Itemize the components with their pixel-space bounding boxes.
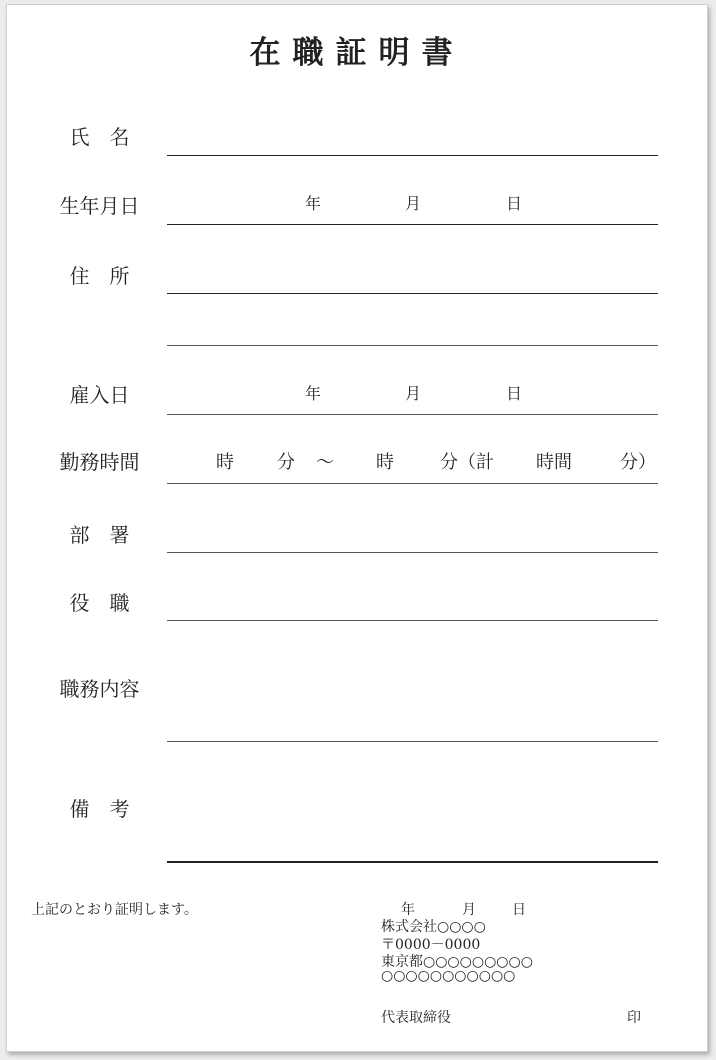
seal-mark: 印 [627,1010,641,1026]
address-line-2 [167,345,658,346]
label-department: 部署 [69,523,150,547]
label-birthdate: 生年月日 [59,194,140,218]
label-name: 氏名 [69,125,150,149]
birth-month-unit: 月 [405,194,422,213]
postal-code: 〒0000－0000 [381,937,481,953]
issue-month-unit: 月 [462,902,476,918]
department-line [167,552,658,553]
total-minutes-unit: 分） [620,452,656,473]
hire-date-line [167,414,658,415]
issue-year-unit: 年 [401,902,415,918]
job-description-line [167,741,658,742]
birth-day-unit: 日 [506,194,523,213]
certification-statement: 上記のとおり証明します。 [31,902,198,918]
address-line-1 [167,293,658,294]
total-label: （計 [458,452,494,473]
hire-year-unit: 年 [305,384,322,403]
working-hours-line [167,483,658,484]
hire-day-unit: 日 [506,384,523,403]
total-hours-unit: 時間 [536,452,572,473]
birth-year-unit: 年 [305,194,322,213]
remarks-line [167,861,658,863]
range-tilde: ～ [316,452,334,473]
start-hour-unit: 時 [216,452,234,473]
company-name: 株式会社○○○○ [381,919,486,935]
address-line-tokyo: 東京都○○○○○○○○○ [381,954,533,970]
label-position: 役職 [69,591,150,615]
label-job-description: 職務内容 [59,677,140,701]
hire-month-unit: 月 [405,384,422,403]
end-minute-unit: 分 [440,452,458,473]
issue-day-unit: 日 [512,902,526,918]
start-minute-unit: 分 [277,452,295,473]
certificate-sheet [6,4,708,1052]
label-working-hours: 勤務時間 [59,450,140,474]
label-hire-date: 雇入日 [69,383,130,407]
representative-title: 代表取締役 [381,1010,451,1026]
address-line-continued: ○○○○○○○○○○○ [381,968,516,984]
label-remarks: 備考 [69,797,150,821]
birthdate-line [167,224,658,225]
position-line [167,620,658,621]
page-title: 在職証明書 [249,35,465,71]
end-hour-unit: 時 [376,452,394,473]
name-line [167,155,658,156]
label-address: 住所 [69,264,150,288]
